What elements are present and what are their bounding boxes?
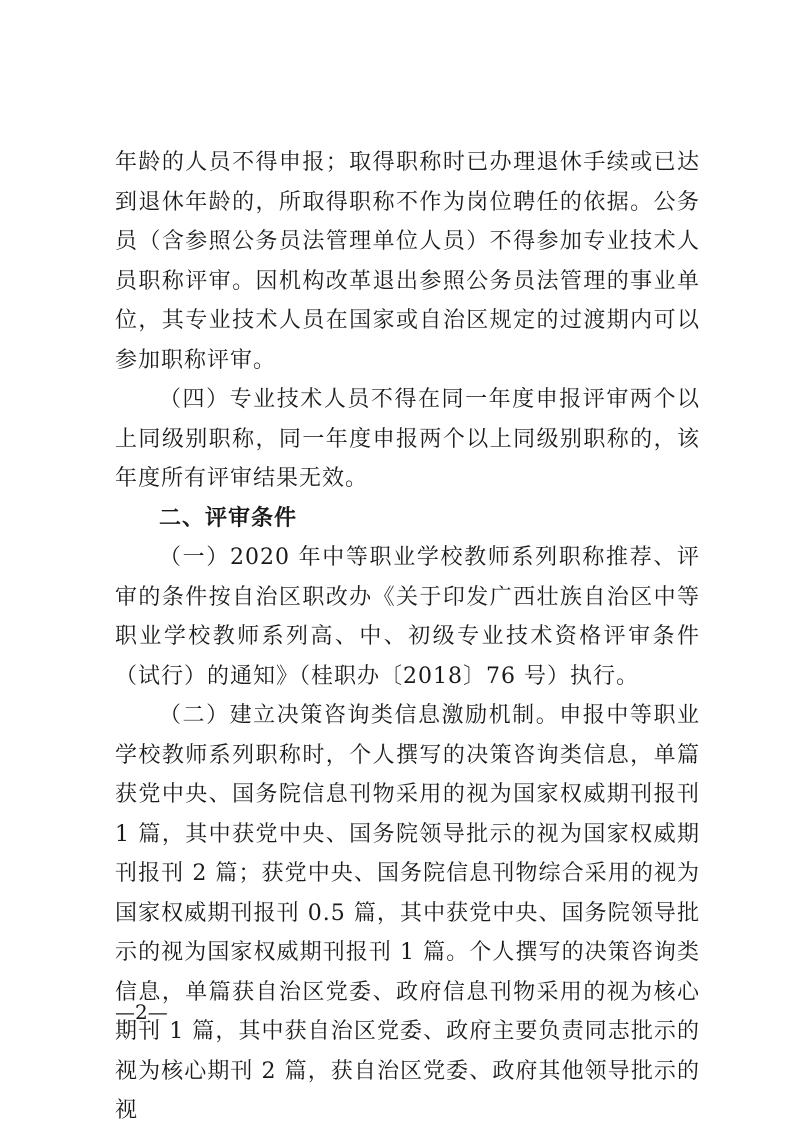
document-body (115, 143, 700, 1131)
page-number: —2— (115, 1000, 168, 1024)
paragraph-retirement-eligibility: 年龄的人员不得申报；取得职称时已办理退休手续或已达到退休年龄的，所取得职称不作为岗位聘任的依据。公务员（含参照公务员法管理单位人员）不得参加专业技术人员职称评审。因机构改革退出参照公务员法管理的事业单位，其专业技术人员在国家或自治区规定的过渡期内可以参加职称评审。 (115, 150, 700, 373)
paragraph-item-four: （四）专业技术人员不得在同一年度申报评审两个以上同级别职称，同一年度申报两个以上同级别职称的，该年度所有评审结果无效。 (115, 387, 700, 491)
paragraph-item-two: （二）建立决策咨询类信息激励机制。申报中等职业学校教师系列职称时，个人撰写的决策咨询类信息，单篇获党中央、国务院信息刊物采用的视为国家权威期刊报刊 1 篇，其中获党中央、国务院领导批示的视为国家权威期刊报刊 2 篇；获党中央、国务院信息刊物综合采用的视为国家权威期刊报刊 0.5 篇，其中获党中央、国务院领导批示的视为国家权威期刊报刊 1 篇。个人撰写的决策咨询类信息，单篇获自治区党委、政府信息刊物采用的视为核心期刊 1 篇，其中获自治区党委、政府主要负责同志批示的视为核心期刊 2 篇，获自治区党委、政府其他领导批示的视 (115, 703, 700, 1123)
section-heading-review-conditions: 二、评审条件 (159, 505, 298, 531)
paragraph-item-one: （一）2020 年中等职业学校教师系列职称推荐、评审的条件按自治区职改办《关于印发广西壮族自治区中等职业学校教师系列高、中、初级专业技术资格评审条件（试行）的通知》（桂职办〔2018〕76 号）执行。 (115, 545, 700, 689)
